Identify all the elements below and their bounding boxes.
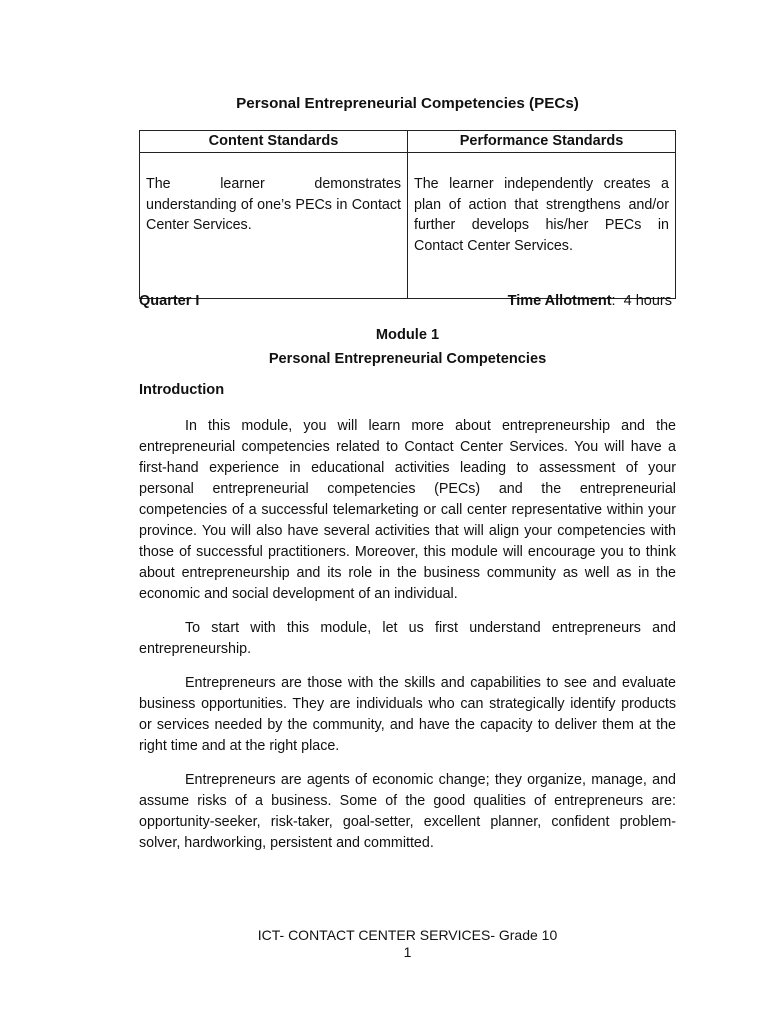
paragraph: Entrepreneurs are agents of economic change; they organize, manage, and assume risks of a business. Some of the good qualities of entrepreneurs are: opportunity-seeker, risk-taker, goal-setter, excellent planner, confident problem-solver, hardworking, persistent and committed.	[139, 772, 676, 851]
content-standards-cell: The learner demonstrates understanding of one’s PECs in Contact Center Services.	[140, 153, 408, 299]
introduction-body	[139, 416, 676, 867]
time-allotment-separator: :	[611, 293, 616, 309]
quarter-row	[139, 293, 676, 313]
introduction-heading: Introduction	[139, 382, 225, 398]
quarter-label: Quarter I	[139, 293, 200, 309]
table-row	[140, 153, 676, 299]
performance-standards-cell: The learner independently creates a plan of action that strengthens and/or further develops his/her PECs in Contact Center Services.	[408, 153, 676, 299]
module-number: Module 1	[375, 327, 440, 343]
time-allotment-label: Time Allotment	[507, 293, 612, 309]
time-allotment-value: 4 hours	[623, 293, 672, 309]
paragraph: Entrepreneurs are those with the skills and capabilities to see and evaluate business opportunities. They are individuals who can strategically identify products or services needed by the community, and have the capacity to deliver them at the right time and at the right place.	[139, 675, 676, 754]
paragraph: To start with this module, let us first understand entrepreneurs and entrepreneurship.	[139, 620, 676, 657]
page-number: 1	[403, 944, 412, 960]
content-standards-header: Content Standards	[140, 131, 408, 153]
table-header-row	[140, 131, 676, 153]
time-allotment	[508, 293, 672, 309]
performance-standards-header: Performance Standards	[408, 131, 676, 153]
page-title: Personal Entrepreneurial Competencies (PECs)	[236, 95, 579, 112]
footer-title: ICT- CONTACT CENTER SERVICES- Grade 10	[257, 927, 558, 943]
module-title: Personal Entrepreneurial Competencies	[268, 351, 547, 367]
standards-table	[139, 130, 676, 299]
paragraph: In this module, you will learn more about entrepreneurship and the entrepreneurial competencies related to Contact Center Services. You will have a first-hand experience in educational activities leading to assessment of your personal entrepreneurial competencies (PECs) and the entrepreneurial competencies of a successful telemarketing or call center representative within your province. You will also have several activities that will align your competencies with those of successful practitioners. Moreover, this module will encourage you to think about entrepreneurship and its role in the business community as well as in the economic and social development of an individual.	[139, 418, 676, 602]
